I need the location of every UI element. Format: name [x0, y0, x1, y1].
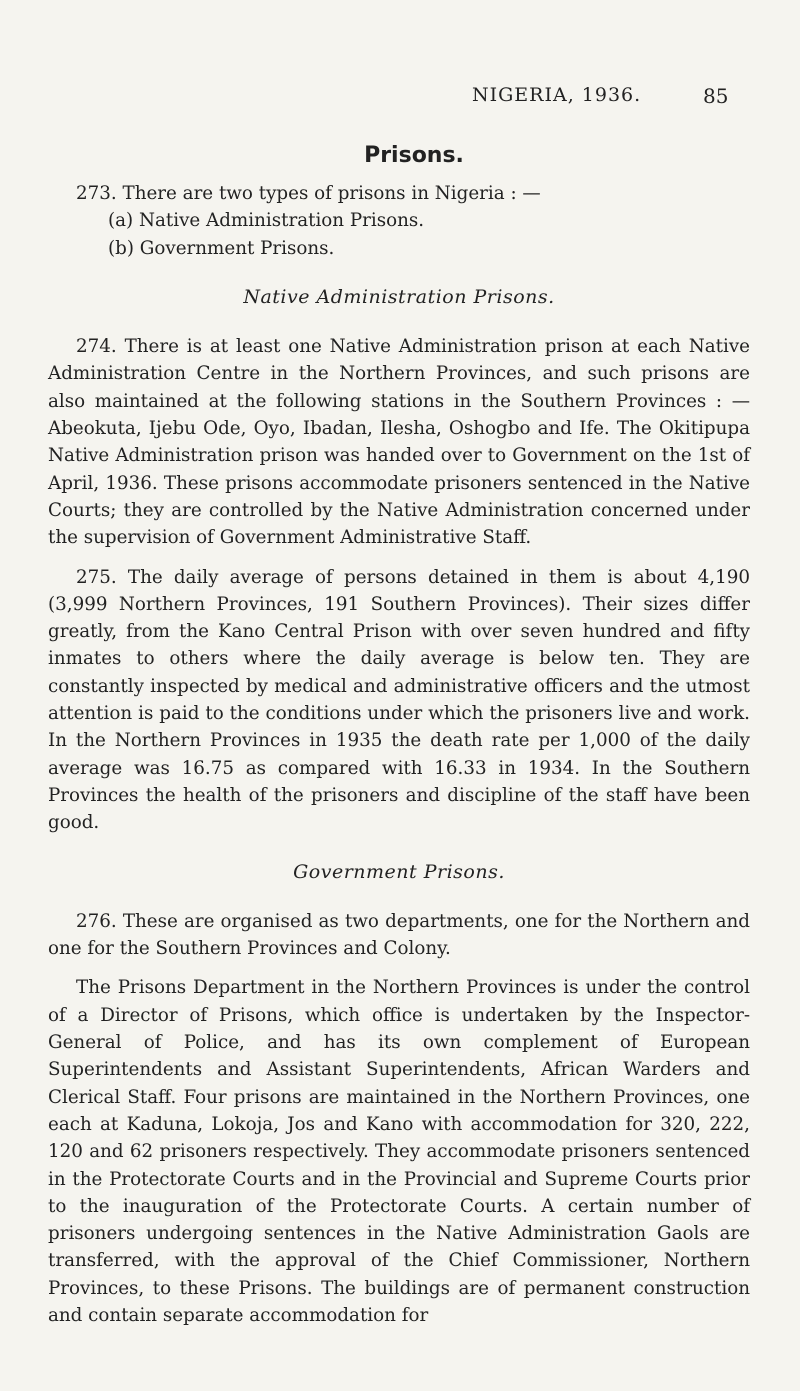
paragraph-273-intro: 273. There are two types of prisons in Nigeria : —	[76, 183, 541, 204]
subheading-government: Government Prisons.	[293, 860, 505, 883]
section-heading: Prisons.	[364, 143, 464, 168]
page-number: 85	[703, 84, 729, 108]
body-text	[48, 180, 750, 1341]
paragraph-276-continued: The Prisons Department in the Northern Provinces is under the control of a Director of Prisons, which office is undertaken by the Inspector-General of Police, and has its own complement of European Superintendents and Assistant Superintendents, African Warders and Clerical Staff. Four prisons are maintained in the Northern Provinces, one each at Kaduna, Lokoja, Jos and Kano with accommodation for 320, 222, 120 and 62 prisoners respectively. They accommodate prisoners sentenced in the Protectorate Courts and in the Provincial and Supreme Courts prior to the inauguration of the Protectorate Courts. A certain number of prisoners undergoing sentences in the Native Administration Gaols are transferred, with the approval of the Chief Commissioner, Northern Provinces, to these Prisons. The buildings are of permanent construction and contain separate accommodation for	[48, 977, 750, 1326]
paragraph-274: 274. There is at least one Native Administration prison at each Native Administration Centre in the Northern Provinces, and such prisons are also maintained at the following stations in the Southern Provinces : —Abeokuta, Ijebu Ode, Oyo, Ibadan, Ilesha, Oshogbo and Ife. The Okitipupa Native Administration prison was handed over to Government on the 1st of April, 1936. These prisons accommodate prisoners sentenced in the Native Courts; they are controlled by the Native Administration concerned under the supervision of Government Administrative Staff.	[48, 336, 750, 549]
paragraph-275: 275. The daily average of persons detained in them is about 4,190 (3,999 Northern Provinces, 191 Southern Provinces). Their sizes differ greatly, from the Kano Central Prison with over seven hundred and fifty inmates to others where the daily average is below ten. They are constantly inspected by medical and administrative officers and the utmost attention is paid to the conditions under which the prisoners live and work. In the Northern Provinces in 1935 the death rate per 1,000 of the daily average was 16.75 as compared with 16.33 in 1934. In the Southern Provinces the health of the prisoners and discipline of the staff have been good.	[48, 566, 750, 834]
running-title: NIGERIA, 1936.	[472, 84, 642, 106]
list-item-a: (a) Native Administration Prisons.	[108, 210, 425, 232]
subheading-native-administration: Native Administration Prisons.	[243, 285, 555, 308]
paragraph-276: 276. These are organised as two departments, one for the Northern and one for the Southern Provinces and Colony.	[48, 910, 750, 960]
list-item-b: (b) Government Prisons.	[108, 237, 335, 259]
running-head	[0, 84, 800, 114]
